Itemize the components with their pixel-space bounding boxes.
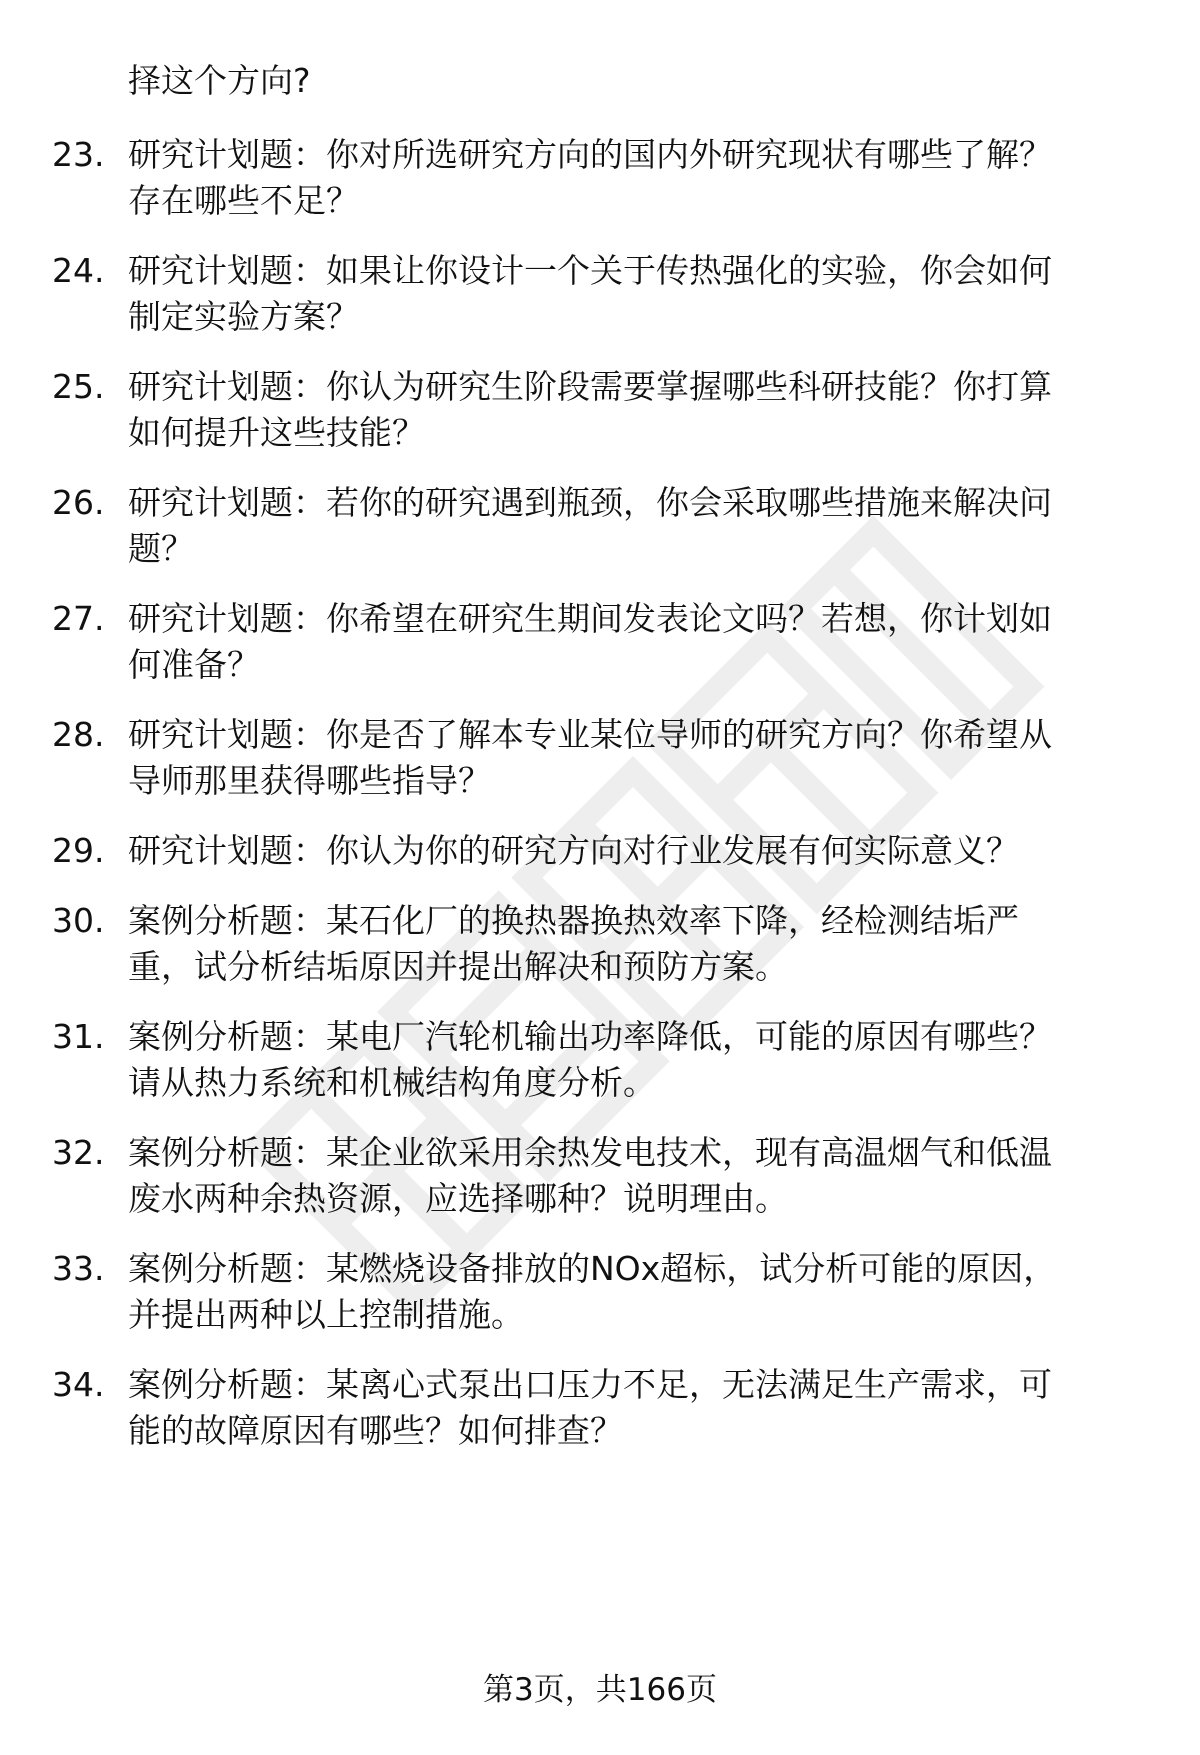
question-number: 30. — [52, 901, 105, 940]
question-text — [128, 1362, 1148, 1454]
question-number: 24. — [52, 251, 105, 290]
question-line: 研究计划题：你是否了解本专业某位导师的研究方向？你希望从 — [128, 715, 1052, 754]
question-number: 29. — [52, 831, 105, 870]
question-number: 32. — [52, 1133, 105, 1172]
question-text — [128, 596, 1148, 688]
page-footer: 第3页，共166页 — [483, 1672, 717, 1708]
question-line: 废水两种余热资源，应选择哪种？说明理由。 — [128, 1179, 788, 1218]
question-line: 研究计划题：你认为你的研究方向对行业发展有何实际意义？ — [128, 831, 1019, 870]
question-line: 并提出两种以上控制措施。 — [128, 1295, 524, 1334]
question-line: 研究计划题：你对所选研究方向的国内外研究现状有哪些了解？ — [128, 135, 1052, 174]
question-line: 案例分析题：某燃烧设备排放的NOx超标，试分析可能的原因， — [128, 1249, 1057, 1288]
question-number: 33. — [52, 1249, 105, 1288]
question-line: 案例分析题：某企业欲采用余热发电技术，现有高温烟气和低温 — [128, 1133, 1052, 1172]
question-number: 27. — [52, 599, 105, 638]
question-line: 研究计划题：如果让你设计一个关于传热强化的实验，你会如何 — [128, 251, 1052, 290]
question-line: 案例分析题：某石化厂的换热器换热效率下降，经检测结垢严 — [128, 901, 1019, 940]
question-text — [128, 1014, 1148, 1106]
question-line: 存在哪些不足？ — [128, 181, 359, 220]
question-line: 请从热力系统和机械结构角度分析。 — [128, 1063, 656, 1102]
question-line: 研究计划题：若你的研究遇到瓶颈，你会采取哪些措施来解决问 — [128, 483, 1052, 522]
question-text — [128, 1246, 1148, 1338]
question-text — [128, 898, 1148, 990]
question-number: 25. — [52, 367, 105, 406]
question-text — [128, 132, 1148, 224]
question-line: 如何提升这些技能？ — [128, 413, 425, 452]
question-number: 23. — [52, 135, 105, 174]
question-line: 研究计划题：你希望在研究生期间发表论文吗？若想，你计划如 — [128, 599, 1052, 638]
continuation-text: 择这个方向? — [128, 61, 311, 100]
question-number: 34. — [52, 1365, 105, 1404]
question-text — [128, 248, 1148, 340]
question-text — [128, 364, 1148, 456]
question-line: 研究计划题：你认为研究生阶段需要掌握哪些科研技能？你打算 — [128, 367, 1052, 406]
question-text — [128, 828, 1148, 874]
question-line: 案例分析题：某电厂汽轮机输出功率降低，可能的原因有哪些？ — [128, 1017, 1052, 1056]
question-line: 能的故障原因有哪些？如何排查？ — [128, 1411, 623, 1450]
question-text — [128, 1130, 1148, 1222]
question-line: 题？ — [128, 529, 194, 568]
question-line: 案例分析题：某离心式泵出口压力不足，无法满足生产需求，可 — [128, 1365, 1052, 1404]
question-number: 28. — [52, 715, 105, 754]
question-text — [128, 480, 1148, 572]
question-line: 制定实验方案？ — [128, 297, 359, 336]
question-line: 何准备？ — [128, 645, 260, 684]
question-number: 31. — [52, 1017, 105, 1056]
question-number: 26. — [52, 483, 105, 522]
question-line: 重，试分析结垢原因并提出解决和预防方案。 — [128, 947, 788, 986]
question-line: 导师那里获得哪些指导？ — [128, 761, 491, 800]
question-text — [128, 712, 1148, 804]
